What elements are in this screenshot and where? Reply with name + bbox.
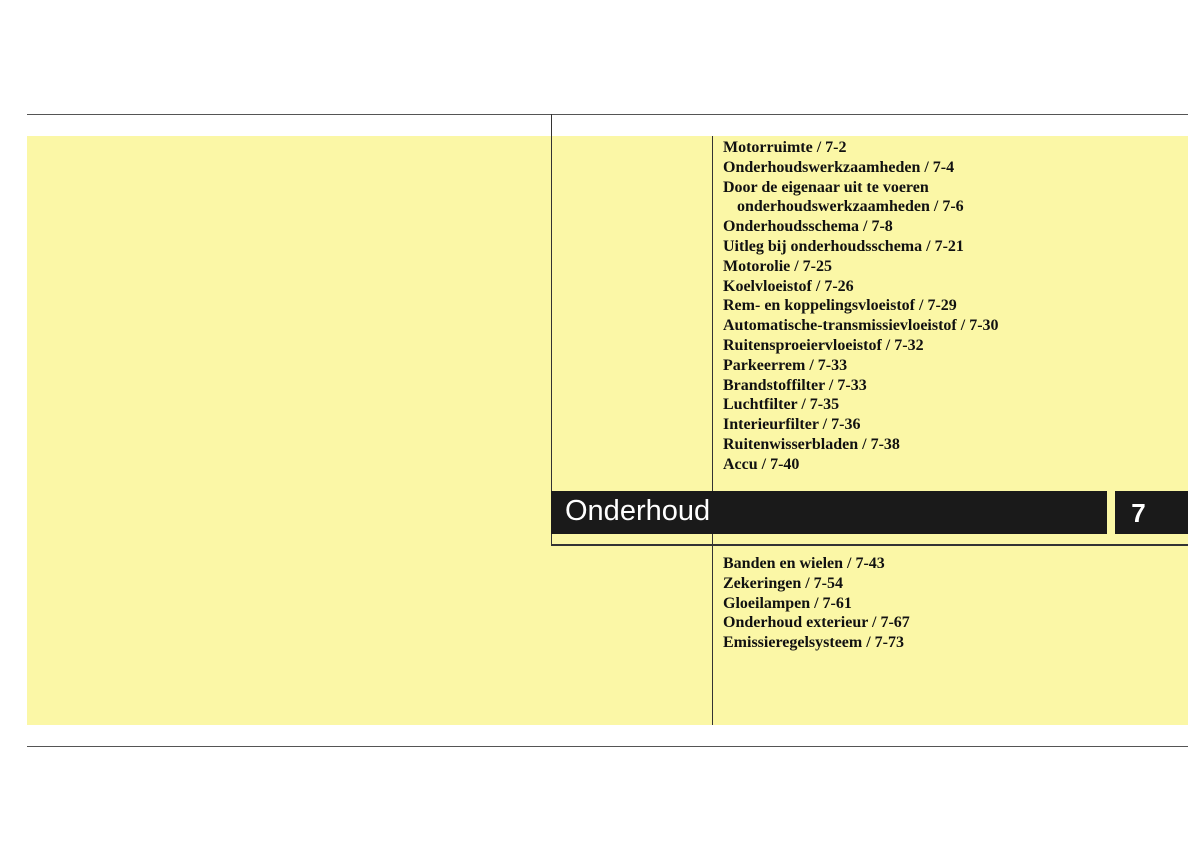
toc-entry[interactable]: Ruitenwisserbladen / 7-38 [723, 435, 900, 453]
toc-entry[interactable]: Zekeringen / 7-54 [723, 574, 843, 592]
content-panel [27, 136, 1188, 725]
left-divider [551, 114, 552, 546]
top-rule [27, 114, 1188, 115]
toc-list-lower [723, 554, 910, 653]
toc-entry-continuation[interactable]: onderhoudswerkzaamheden / 7-6 [737, 198, 964, 216]
toc-entry[interactable]: Motorolie / 7-25 [723, 257, 833, 275]
toc-entry[interactable]: Onderhoudswerkzaamheden / 7-4 [723, 158, 955, 176]
toc-entry[interactable]: Automatische-transmissievloeistof / 7-30 [723, 317, 999, 335]
bottom-rule [27, 746, 1188, 747]
chapter-number-tab [1115, 491, 1188, 534]
toc-entry[interactable]: Banden en wielen / 7-43 [723, 555, 885, 572]
title-underline [551, 544, 1188, 546]
toc-entry[interactable]: Door de eigenaar uit te voeren [723, 178, 929, 196]
chapter-number: 7 [1131, 498, 1146, 528]
toc-entry[interactable]: Ruitensproeiervloeistof / 7-32 [723, 336, 924, 354]
toc-entry[interactable]: Onderhoudsschema / 7-8 [723, 218, 893, 236]
toc-entry[interactable]: Rem- en koppelingsvloeistof / 7-29 [723, 297, 957, 315]
toc-entry[interactable]: Uitleg bij onderhoudsschema / 7-21 [723, 237, 964, 255]
chapter-title: Onderhoud [565, 495, 711, 527]
toc-entry[interactable]: Accu / 7-40 [723, 455, 800, 473]
toc-entry[interactable]: Koelvloeistof / 7-26 [723, 277, 854, 295]
toc-entry[interactable]: Luchtfilter / 7-35 [723, 396, 840, 414]
toc-divider [712, 136, 713, 725]
toc-entry[interactable]: Interieurfilter / 7-36 [723, 416, 861, 434]
toc-list-upper [723, 138, 999, 475]
chapter-title-bar [551, 491, 1107, 534]
toc-entry[interactable]: Onderhoud exterieur / 7-67 [723, 614, 910, 632]
toc-entry[interactable]: Emissieregelsysteem / 7-73 [723, 634, 904, 652]
toc-entry[interactable]: Brandstoffilter / 7-33 [723, 376, 867, 394]
toc-entry[interactable]: Parkeerrem / 7-33 [723, 356, 848, 374]
toc-entry[interactable]: Motorruimte / 7-2 [723, 139, 847, 156]
toc-entry[interactable]: Gloeilampen / 7-61 [723, 594, 852, 612]
